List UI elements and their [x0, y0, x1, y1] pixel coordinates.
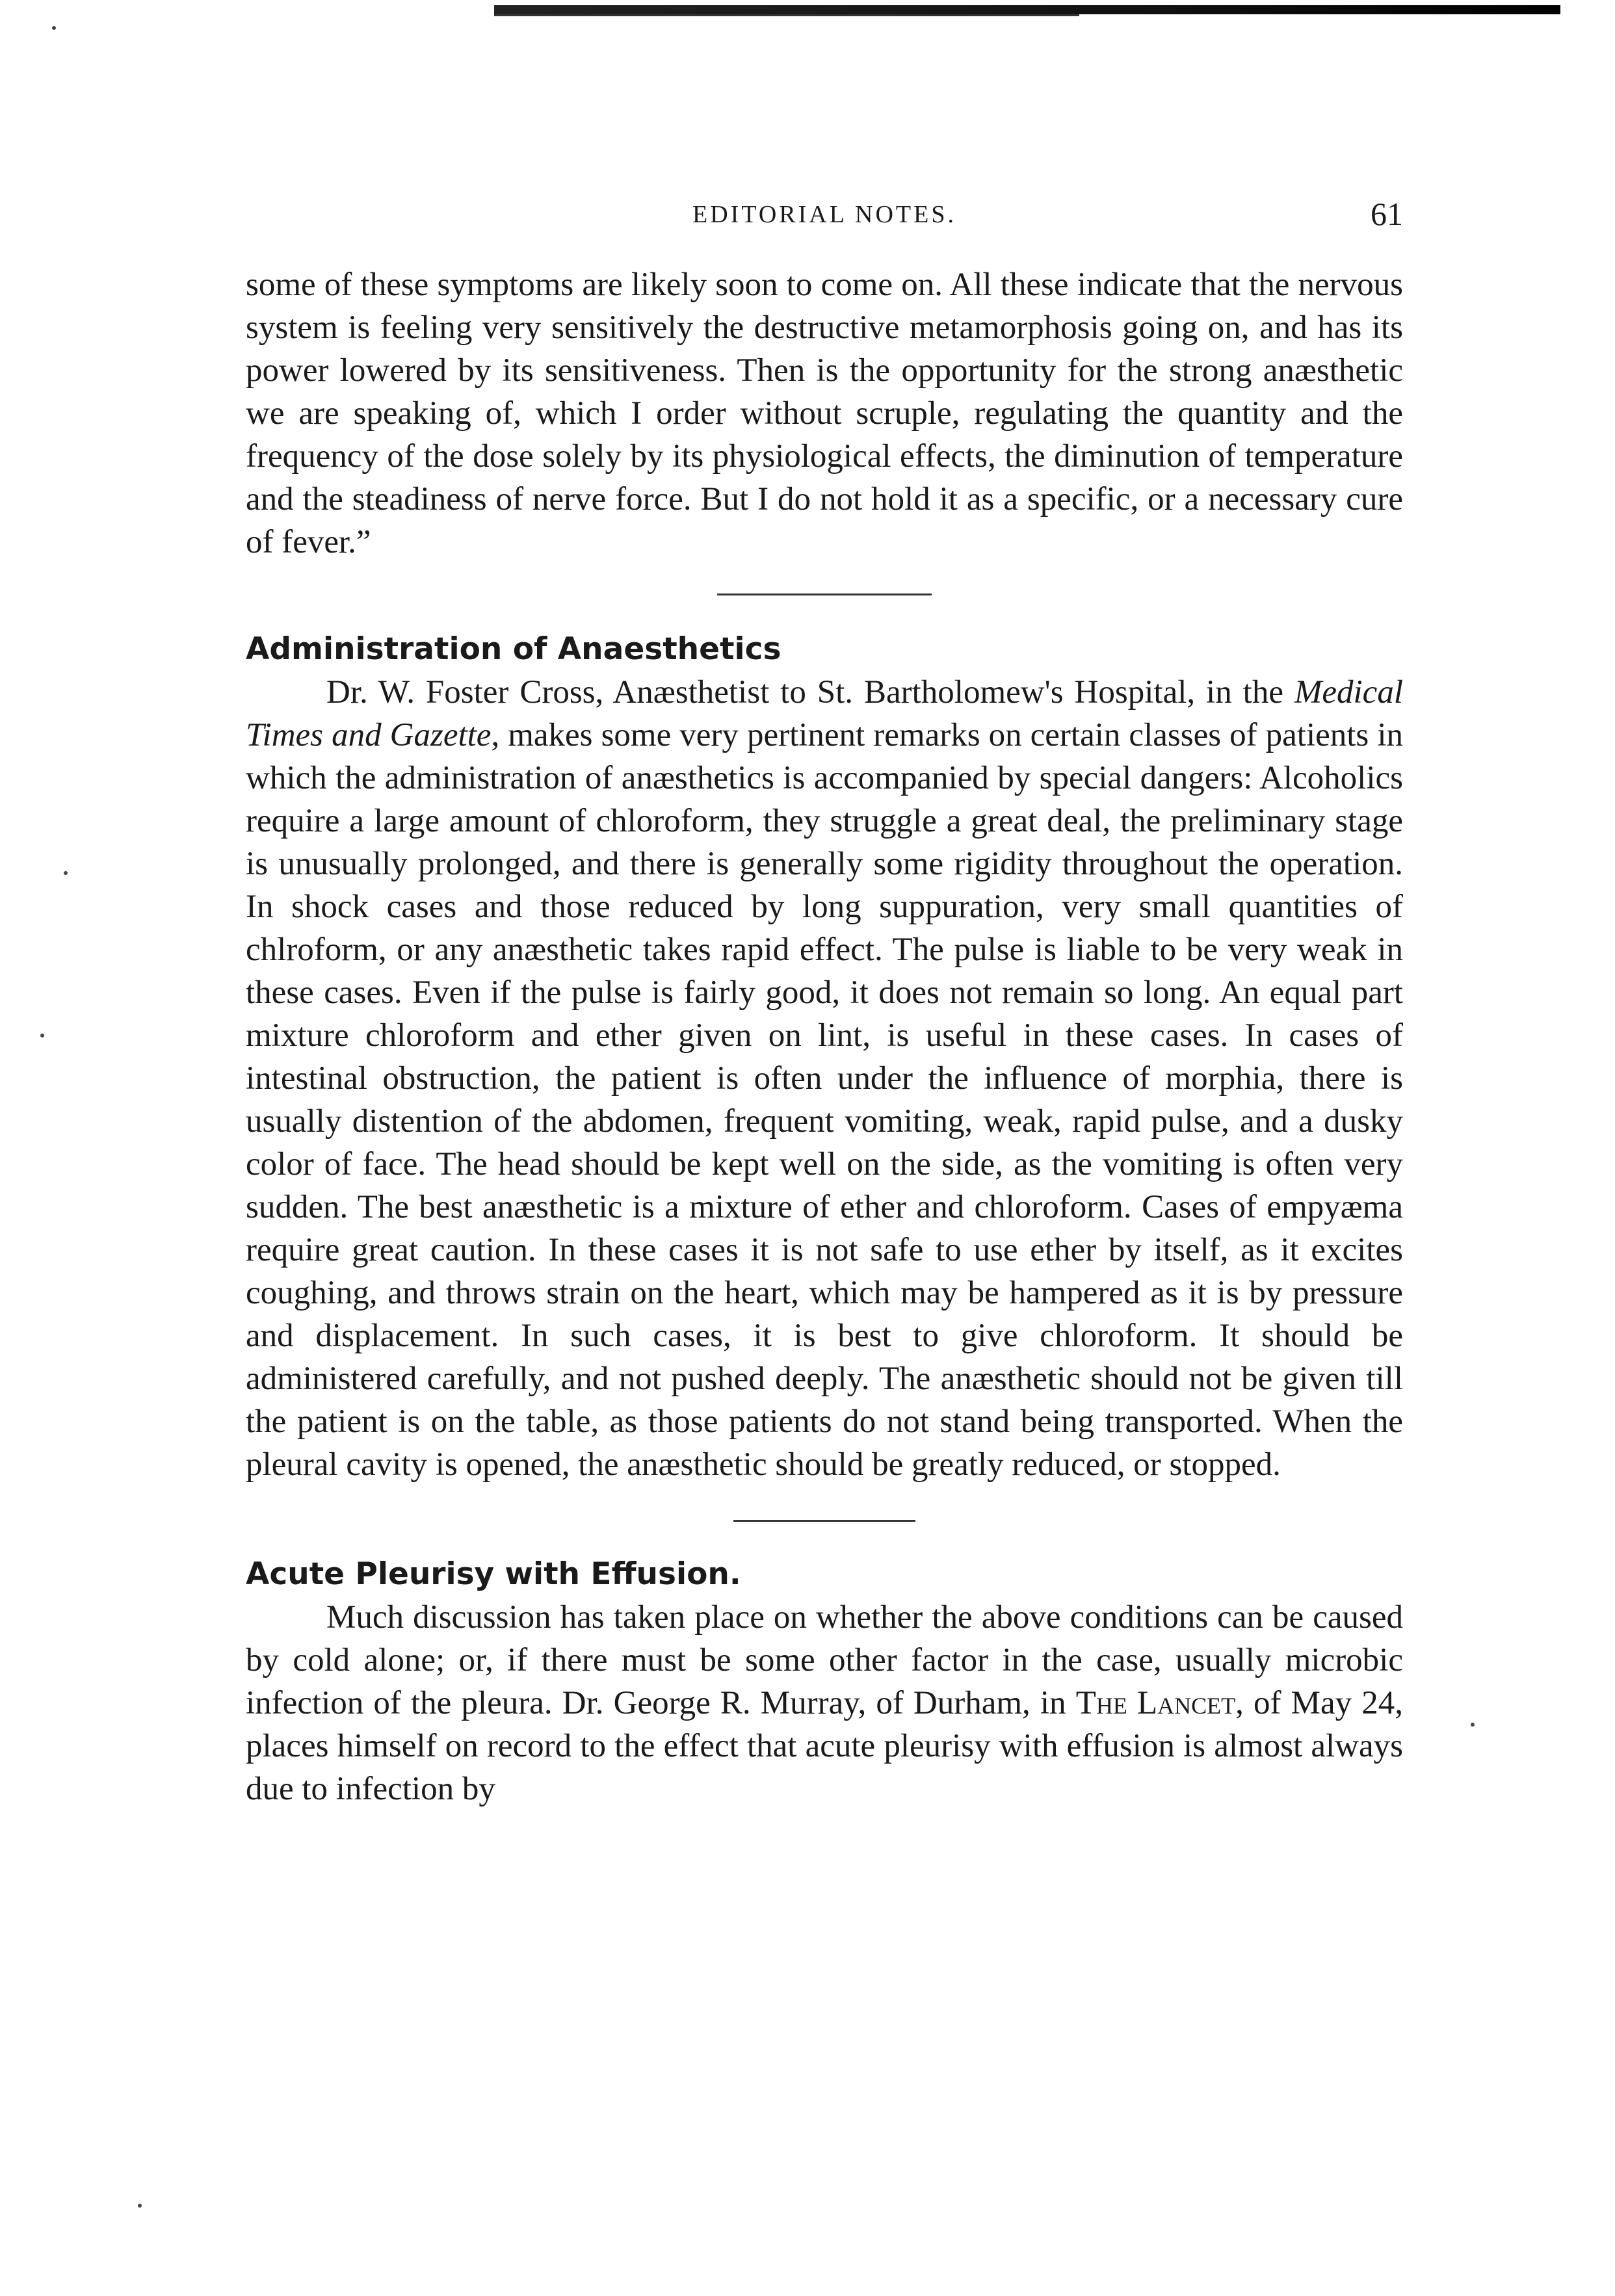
margin-speck: [52, 26, 56, 30]
page-body: [246, 263, 1403, 1810]
journal-title-lancet: The Lancet: [1075, 1685, 1236, 1721]
top-border-rule: [494, 5, 1560, 14]
page-number: 61: [1371, 196, 1403, 232]
section-divider: [717, 594, 932, 595]
anaesthetics-text-rest: , makes some very pertinent remarks on certain classes of patients in which the administration of anæsthetics is accompanied by special dangers: Alcoholics require a large amount of chloroform, they struggle a great deal, the preliminary stage is unusually prolonged, and there is generally some rigidity throughout the operation. In shock cases and those reduced by long suppuration, very small quantities of chlroform, or any anæsthetic takes rapid effect. The pulse is liable to be very weak in these cases. Even if the pulse is fairly good, it does not remain so long. An equal part mixture chloroform and ether given on lint, is useful in these cases. In cases of intestinal obstruction, the patient is often under the influence of morphia, there is usually distention of the abdomen, frequent vomiting, weak, rapid pulse, and a dusky color of face. The head should be kept well on the side, as the vomiting is often very sudden. The best anæsthetic is a mixture of ether and chloroform. Cases of empyæma require great caution. In these cases it is not safe to use ether by itself, as it excites coughing, and throws strain on the heart, which may be hampered as it is by pressure and displacement. In such cases, it is best to give chloroform. It should be administered carefully, and not pushed deeply. The anæsthetic should not be given till the patient is on the table, as those patients do not stand being transported. When the pleural cavity is opened, the anæsthetic should be greatly reduced, or stopped.: [246, 717, 1403, 1483]
section-heading-pleurisy: Acute Pleurisy with Effusion.: [246, 1556, 741, 1592]
margin-speck: [1471, 1723, 1475, 1727]
intro-paragraph: some of these symptoms are likely soon to come on. All these indicate that the nervous system is feeling very sensitively the destructive metamorphosis going on, and has its power lowered by its sensitiveness. Then is the opportunity for the strong anæsthetic we are speaking of, which I order without scruple, regulating the quantity and the frequency of the dose solely by its physiological effects, the diminution of temperature and the steadiness of nerve force. But I do not hold it as a specific, or a necessary cure of fever.”: [246, 267, 1403, 560]
section-heading-anaesthetics: Administration of Anaesthetics: [246, 631, 781, 667]
running-head: [246, 195, 1403, 241]
pleurisy-paragraph: [246, 1596, 1403, 1810]
top-border-rule-thin: [494, 14, 1079, 16]
pleurisy-text-rest: , of May 24, places himself on record to the effect that acute pleurisy with effusion is almost always due to infection by: [246, 1685, 1403, 1807]
anaesthetics-paragraph: [246, 671, 1403, 1486]
margin-speck: [40, 1034, 44, 1037]
anaesthetics-text-start: Dr. W. Foster Cross, Anæsthetist to St. Bartholomew's Hospital, in the: [326, 674, 1294, 711]
section-divider: [733, 1520, 915, 1522]
margin-speck: [64, 871, 68, 875]
journal-title-medical-times: Medical Times and Gazette: [246, 674, 1403, 753]
margin-speck: [138, 2204, 142, 2208]
running-title: EDITORIAL NOTES.: [692, 201, 956, 228]
pleurisy-text-start: Much discussion has taken place on whether the above conditions can be caused by cold alone; or, if there must be some other factor in the case, usually microbic infection of the pleura. Dr. George R. Murray, of Durham, in: [246, 1599, 1403, 1721]
